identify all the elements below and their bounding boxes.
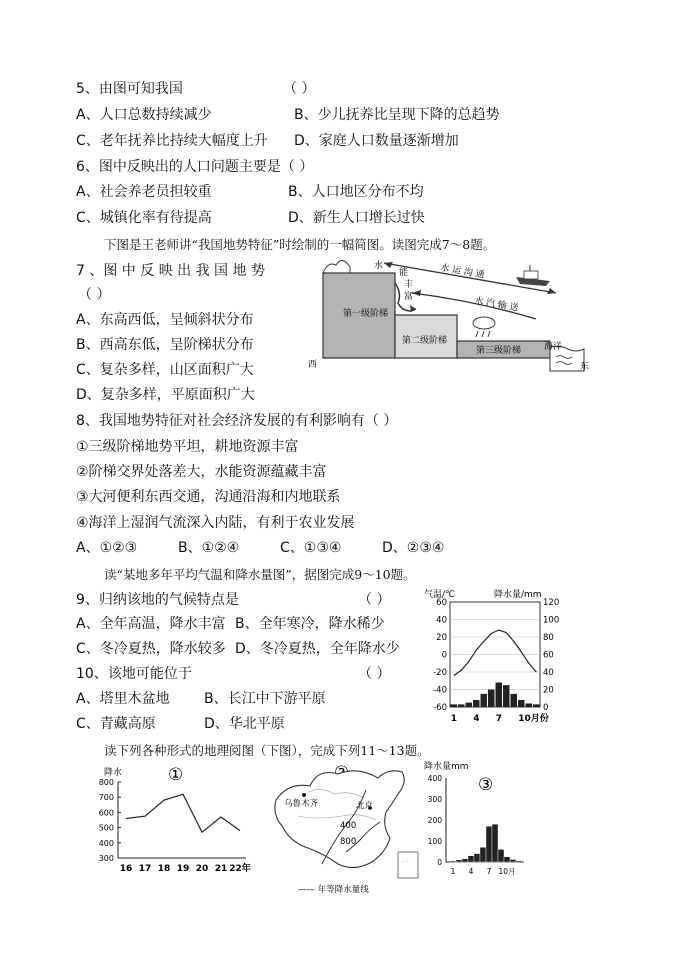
fig3-bar bbox=[480, 847, 486, 862]
climate-x-label: 1 bbox=[450, 714, 458, 724]
climate-left-tick: 60 bbox=[436, 598, 447, 608]
fig3-y-tick: 300 bbox=[427, 795, 442, 804]
q7-option-d: D、复杂多样，平原面积广大 bbox=[76, 387, 255, 403]
hydro-char-4: 富 bbox=[404, 292, 414, 302]
climate-left-tick: 20 bbox=[436, 633, 447, 643]
climate-chart bbox=[420, 586, 580, 726]
fig1-y-tick: 400 bbox=[98, 838, 114, 848]
step1-label: 第一级阶梯 bbox=[343, 309, 389, 319]
intro-q11-13: 读下列各种形式的地理阅图（下图），完成下列11～13题。 bbox=[104, 743, 430, 758]
q8-item-2: ②阶梯交界处落差大，水能资源蕴藏丰富 bbox=[76, 464, 327, 480]
q8-item-3: ③大河便利东西交通，沟通沿海和内地联系 bbox=[76, 489, 341, 505]
climate-left-title: 气温/℃ bbox=[424, 590, 456, 600]
hydro-char-3: 丰 bbox=[404, 280, 414, 290]
q7-option-a: A、东高西低，呈倾斜状分布 bbox=[76, 312, 254, 328]
climate-left-tick: 40 bbox=[436, 615, 447, 626]
fig3-bar bbox=[498, 849, 504, 862]
fig3-x-tick: 7 bbox=[486, 867, 492, 876]
precip-bar bbox=[473, 700, 480, 707]
q8-option-b: B、①②④ bbox=[178, 540, 240, 556]
fig1-y-tick: 700 bbox=[98, 793, 114, 803]
fig1-number: ① bbox=[168, 765, 184, 785]
south-sea-inset bbox=[398, 852, 418, 878]
fig3-bar bbox=[462, 859, 468, 862]
q8-stem: 8、我国地势特征对社会经济发展的有利影响有（ ） bbox=[76, 413, 398, 429]
step3-label: 第三级阶梯 bbox=[476, 346, 522, 356]
precip-bar bbox=[511, 694, 518, 707]
climate-left-tick: 0 bbox=[441, 650, 447, 661]
fig1-x-tick: 21 bbox=[214, 864, 228, 874]
q6-option-a: A、社会养老员担较重 bbox=[76, 184, 212, 200]
q8-item-4: ④海洋上湿润气流深入内陆，有利于农业发展 bbox=[76, 515, 355, 531]
precip-bar bbox=[466, 703, 473, 707]
q5-stem: 5、由图可知我国 bbox=[76, 81, 183, 97]
fig3-bar bbox=[492, 824, 498, 862]
q9-paren: （ ） bbox=[358, 592, 391, 608]
precip-bar bbox=[451, 704, 458, 707]
precip-bar bbox=[481, 694, 488, 707]
climate-left-tick: -20 bbox=[433, 668, 447, 678]
fig1-y-tick: 500 bbox=[98, 823, 114, 833]
climate-right-title: 降水量/mm bbox=[494, 590, 542, 600]
urumqi-dot bbox=[302, 793, 306, 797]
fig1-y-tick: 300 bbox=[98, 854, 114, 863]
fig3-bar bbox=[450, 861, 456, 862]
fig1-x-tick: 16 bbox=[119, 864, 133, 874]
precip-bar bbox=[526, 704, 533, 708]
west-label: 西 bbox=[308, 360, 318, 370]
q10-option-a: A、塔里木盆地 bbox=[76, 691, 170, 707]
precip-bar bbox=[518, 700, 525, 707]
fig3-number: ③ bbox=[478, 775, 494, 795]
fig3-bar bbox=[468, 856, 474, 862]
q5-option-b: B、少儿抚养比呈现下降的总趋势 bbox=[294, 107, 500, 123]
fig3-x-tick: 1 bbox=[450, 867, 456, 876]
q7-option-c: C、复杂多样，山区面积广大 bbox=[76, 362, 254, 378]
q7-paren: （ ） bbox=[78, 287, 111, 303]
fig3-y-tick: 0 bbox=[437, 858, 442, 867]
fig3-x-tick: 4 bbox=[468, 867, 474, 876]
q6-option-b: B、人口地区分布不均 bbox=[288, 184, 424, 200]
fig2-china-map bbox=[268, 760, 428, 898]
fig1-y-tick: 600 bbox=[98, 808, 114, 818]
climate-right-tick: 60 bbox=[543, 650, 554, 661]
q9-stem: 9、归纳该地的气候特点是 bbox=[76, 592, 239, 608]
q5-option-a: A、人口总数持续减少 bbox=[76, 107, 212, 123]
q7-stem: 7 、图 中 反 映 出 我 国 地 势 bbox=[76, 263, 265, 279]
fig3-bar bbox=[504, 857, 510, 862]
q9-option-b: B、全年寒冷，降水稀少 bbox=[235, 616, 385, 632]
q5-paren: （ ） bbox=[283, 81, 316, 97]
precip-bar bbox=[458, 704, 465, 707]
mountain-peak bbox=[323, 260, 350, 273]
fig1-line-chart bbox=[96, 764, 266, 876]
fig1-x-tick: 17 bbox=[138, 864, 152, 874]
fig3-y-tick: 400 bbox=[427, 774, 442, 783]
fig1-x-tick: 22年 bbox=[229, 864, 251, 874]
intro-q9-10: 读“某地多年平均气温和降水量图”，据图完成9～10题。 bbox=[104, 567, 416, 582]
isohyet-800-label: 800 bbox=[340, 837, 357, 847]
fig1-y-tick: 800 bbox=[98, 778, 114, 787]
fig3-bar bbox=[486, 826, 492, 862]
fig2-legend: —— 年等降水量线 bbox=[298, 885, 369, 895]
climate-x-label: 10月份 bbox=[518, 714, 549, 724]
vapor-arrowhead bbox=[412, 290, 421, 296]
climate-left-tick: -60 bbox=[433, 703, 447, 713]
ocean-label: 海洋 bbox=[544, 342, 563, 352]
q5-option-c: C、老年抚养比持续大幅度上升 bbox=[76, 133, 268, 149]
q6-option-c: C、城镇化率有待提高 bbox=[76, 210, 212, 226]
fig3-bar-chart bbox=[422, 758, 532, 882]
vapor-label: 水 汽 输 送 bbox=[473, 296, 520, 314]
climate-right-tick: 0 bbox=[543, 703, 549, 713]
precip-bar bbox=[496, 683, 503, 708]
fig3-bar bbox=[516, 861, 522, 862]
fig1-precip-line bbox=[126, 794, 240, 832]
q9-option-d: D、冬冷夏热，全年降水少 bbox=[235, 641, 400, 657]
q6-stem: 6、图中反映出的人口问题主要是（ ） bbox=[76, 159, 314, 175]
precip-bar bbox=[503, 685, 510, 707]
climate-right-tick: 80 bbox=[543, 633, 554, 643]
rain-cloud-icon bbox=[473, 317, 495, 337]
step2-label: 第二级阶梯 bbox=[402, 336, 448, 346]
q10-option-b: B、长江中下游平原 bbox=[204, 691, 326, 707]
climate-right-tick: 20 bbox=[543, 685, 554, 696]
east-label: 东 bbox=[580, 362, 590, 372]
q10-option-c: C、青藏高原 bbox=[76, 716, 156, 732]
q6-option-d: D、新生人口增长过快 bbox=[288, 210, 425, 226]
isohyet-400-label: 400 bbox=[340, 821, 357, 831]
fig3-bar bbox=[456, 860, 462, 862]
q8-option-a: A、①②③ bbox=[76, 540, 138, 556]
q10-option-d: D、华北平原 bbox=[204, 716, 285, 732]
ship-icon bbox=[516, 265, 550, 286]
precip-bar bbox=[488, 690, 495, 708]
q9-option-a: A、全年高温，降水丰富 bbox=[76, 616, 226, 632]
urumqi-label: 乌鲁木齐 bbox=[284, 799, 319, 809]
fig1-x-tick: 19 bbox=[176, 864, 190, 874]
climate-right-tick: 100 bbox=[543, 615, 560, 626]
hydro-char-1: 水 bbox=[374, 261, 384, 271]
transport-arrowhead-left bbox=[384, 262, 393, 268]
q9-option-c: C、冬冷夏热，降水较多 bbox=[76, 641, 226, 657]
q10-stem: 10、该地可能位于 bbox=[76, 666, 192, 682]
fig3-y-tick: 200 bbox=[427, 816, 442, 825]
fig1-ylabel: 降水 bbox=[104, 768, 123, 778]
china-outline bbox=[275, 771, 404, 868]
climate-left-tick: -40 bbox=[433, 685, 447, 696]
q8-option-c: C、①③④ bbox=[280, 540, 342, 556]
fig3-bar bbox=[510, 859, 516, 862]
intro-q7-8: 下图是王老师讲“我国地势特征”时绘制的一幅简图。读图完成7～8题。 bbox=[104, 237, 496, 252]
precip-bar bbox=[533, 704, 540, 707]
hydro-char-2: 能 bbox=[399, 268, 409, 278]
terrain-diagram bbox=[306, 253, 596, 371]
q5-option-d: D、家庭人口数量逐渐增加 bbox=[294, 133, 459, 149]
fig3-bar bbox=[474, 854, 480, 862]
q8-item-1: ①三级阶梯地势平坦，耕地资源丰富 bbox=[76, 439, 299, 455]
beijing-label: 北京 bbox=[356, 801, 374, 811]
climate-x-label: 4 bbox=[473, 714, 480, 724]
fig1-x-tick: 20 bbox=[195, 864, 209, 874]
climate-x-label: 7 bbox=[495, 714, 503, 724]
fig3-x-tick: 10月 bbox=[498, 867, 516, 876]
q7-option-b: B、西高东低，呈阶梯状分布 bbox=[76, 337, 254, 353]
fig3-ylabel: 降水量mm bbox=[424, 762, 469, 772]
transport-arrowhead-right bbox=[547, 288, 556, 294]
fig1-x-tick: 18 bbox=[157, 864, 171, 874]
climate-right-tick: 40 bbox=[543, 668, 554, 678]
q10-paren: （ ） bbox=[358, 666, 391, 682]
water-transport-label: 水 运 沟 通 bbox=[439, 263, 486, 281]
fig3-y-tick: 100 bbox=[427, 837, 442, 846]
inset-dots-icon: . : . bbox=[402, 857, 412, 864]
q8-option-d: D、②③④ bbox=[382, 540, 445, 556]
climate-right-tick: 120 bbox=[543, 598, 560, 608]
